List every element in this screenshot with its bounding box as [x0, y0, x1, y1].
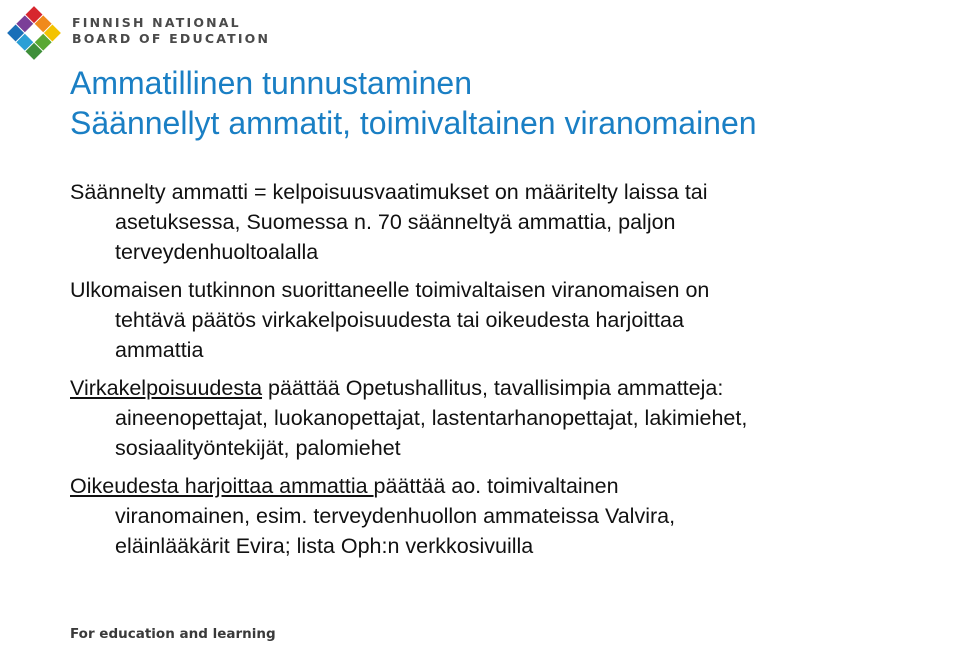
text-line: aineenopettajat, luokanopettajat, lastentarhanopettajat, lakimiehet, [115, 406, 748, 430]
slide-title-line2: Säännellyt ammatit, toimivaltainen viranomainen [70, 105, 757, 141]
underlined-term-eligibility: Virkakelpoisuudesta [70, 376, 263, 400]
slide-body [70, 177, 950, 569]
text-line: Ulkomaisen tutkinnon suorittaneelle toimivaltaisen viranomaisen on [70, 278, 710, 302]
text-line: sosiaalityöntekijät, palomiehet [115, 436, 401, 460]
text-line [70, 373, 950, 403]
organization-name-line2: BOARD OF EDUCATION [72, 31, 271, 46]
paragraph-regulated-profession [70, 177, 950, 267]
underlined-term-right-to-practice: Oikeudesta harjoittaa ammattia [70, 474, 374, 498]
text-line: terveydenhuoltoalalla [115, 240, 319, 264]
text-line: viranomainen, esim. terveydenhuollon ammateissa Valvira, [115, 504, 676, 528]
paragraph-right-to-practice [70, 471, 950, 561]
organization-name-line1: FINNISH NATIONAL [72, 15, 241, 30]
paragraph-foreign-degree [70, 275, 950, 365]
text-line [70, 471, 950, 501]
text-line: eläinlääkärit Evira; lista Oph:n verkkosivuilla [115, 534, 534, 558]
diamond-grid-logo-icon [6, 5, 62, 61]
text-line: Säännelty ammatti = kelpoisuusvaatimukset on määritelty laissa tai [70, 180, 708, 204]
footer-tagline: For education and learning [70, 626, 276, 642]
text-segment: päättää ao. toimivaltainen [373, 474, 619, 498]
text-line: ammattia [115, 338, 204, 362]
text-line: asetuksessa, Suomessa n. 70 säänneltyä ammattia, paljon [115, 210, 676, 234]
text-line: tehtävä päätös virkakelpoisuudesta tai oikeudesta harjoittaa [115, 308, 684, 332]
paragraph-eligibility [70, 373, 950, 463]
slide-title [70, 63, 757, 143]
slide-title-line1: Ammatillinen tunnustaminen [70, 65, 472, 101]
organization-name [72, 15, 270, 47]
text-segment: päättää Opetushallitus, tavallisimpia ammatteja: [262, 376, 724, 400]
